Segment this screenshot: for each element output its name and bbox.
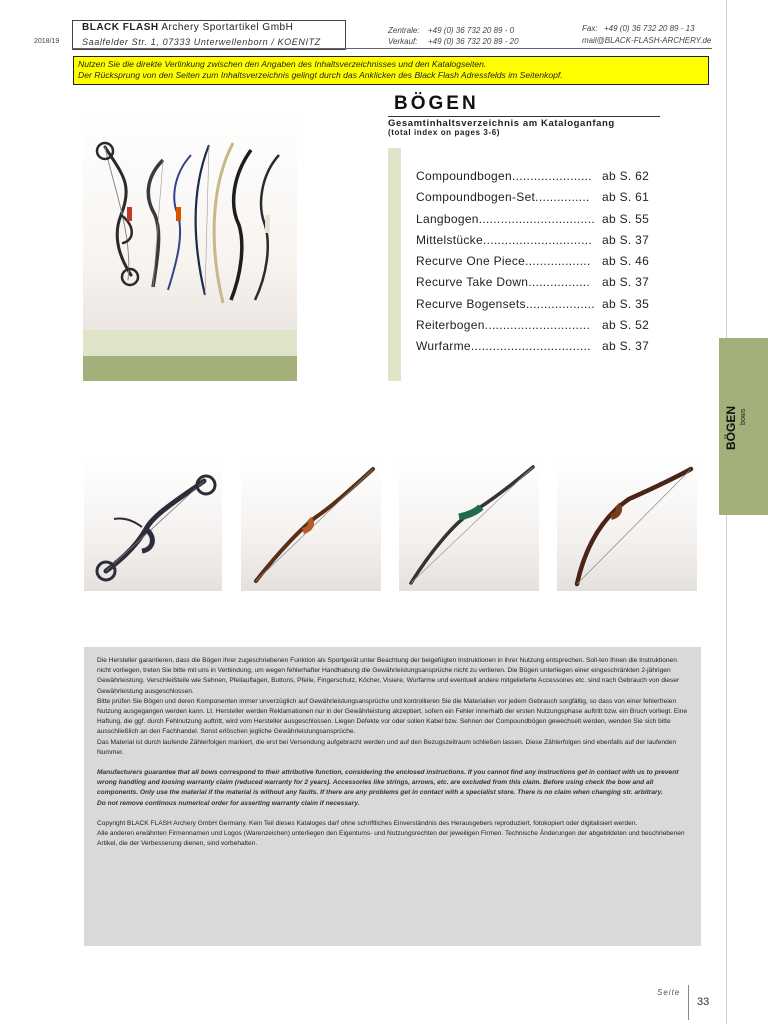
footer-divider [688,985,689,1020]
hero-stripe-light [83,330,297,356]
dark-wood-recurve-image [557,459,697,591]
wooden-recurve-image [241,459,381,591]
warranty-text-block [84,647,701,946]
company-name[interactable]: BLACK FLASH Archery Sportartikel GmbH [82,22,294,33]
notice-line-1: Nutzen Sie die direkte Verlinkung zwischen den Angaben des Inhaltsverzeichnisses und den Katalogseiten. [78,59,487,69]
page-number: 33 [697,996,710,1008]
dark-wood-recurve-drawing [557,459,697,591]
compound-bow-drawing [84,459,222,591]
index-item-recurve-take-down[interactable]: Recurve Take Down................. ab S. 37 [416,275,650,290]
verkauf-label: Verkauf: [388,37,418,46]
index-item-recurve-bogensets[interactable]: Recurve Bogensets................... ab S. 35 [416,296,650,311]
navigation-notice [73,56,709,85]
index-accent-bar [388,148,401,381]
warranty-de-p2: Bitte prüfen Sie Bögen und deren Komponenten immer unverzüglich auf Gewährleistungsansprüche und kontrollieren Sie die Materialien vor jedem Gebrauch sorgfältig, so dass von einer fehlerfreien Nutzung ausgegangen werden kann. Lt. Hersteller werden Reklamationen nur in der Gewährleistung akzeptiert, sofern ein Fehler innerhalb der ersten Nutzungsphase auftritt bzw. ein Bruch vorliegt. Eine Haftung, die ggf. durch Fehlnutzung auftritt, wird vom Hersteller ausgeschlossen. Liegen Defekte vor oder sollen Kabel bzw. Sehnen der Compoundbögen gewechselt werden, wenden Sie sich bitte ausschließlich an den Fachhandel. Sonst erlöschen jegliche Gewährleistungsansprüche. [97,697,688,736]
index-item-mittelstuecke[interactable]: Mittelstücke.............................. ab S. 37 [416,232,650,247]
bows-overview-image [83,115,297,330]
index-item-reiterbogen[interactable]: Reiterbogen............................. ab S. 52 [416,318,650,333]
verkauf-phone: +49 (0) 36 732 20 89 - 20 [428,37,519,46]
green-recurve-image [399,459,539,591]
warranty-de-p1: Die Hersteller garantieren, dass die Bögen ihrer zugeschriebenen Funktion als Sportgerät unter Beachtung der beigefügten Instruktionen in ihrer Nutzung entsprechen. Soll-ten Ihnen die Instruktionen nicht vorliegen, treten Sie bitte mit uns in Verbindung, um wegen fehlerhafter Handhabung die Gewährleistungsansprüche nicht zu verlieren. Die Bögen unterliegen einer eingeschränkten 2-jährigen Gewährleistung. Verschleißteile wie Sehnen, Pfeilauflagen, Buttons, Pfeile, Fingerschutz, Köcher, Visiere, Wurfarme und eventuell andere mitgelieferte Accessoires etc. sind nach Gebrauch von dieser Gewährleistung ausgeschlossen. [97,657,680,695]
bows-overview-drawing [83,115,297,330]
email-link[interactable]: mail@BLACK-FLASH-ARCHERY.de [582,36,712,45]
copyright-p1: Copyright BLACK FLASH Archery GmbH Germany. Kein Teil dieses Kataloges darf ohne schriftliches Einverständnis des Herausgebers reproduziert, fotokopiert oder digitalisiert werden. [97,819,638,827]
fax-number: +49 (0) 36 732 20 89 - 13 [604,24,695,33]
side-tab-label: BÖGEN [724,405,738,450]
compound-bow-image [84,459,222,591]
warranty-en-p3: Do not remove continous numerical order for asserting warranty claim if necessary. [97,799,360,807]
zentrale-label: Zentrale: [388,26,420,35]
zentrale-phone: +49 (0) 36 732 20 89 - 0 [428,26,515,35]
index-item-compoundbogen[interactable]: Compoundbogen...................... ab S. 62 [416,169,650,183]
catalog-year: 2018/19 [34,38,60,45]
green-recurve-drawing [399,459,539,591]
section-subtitle-en: (total index on pages 3-6) [388,128,501,137]
section-subtitle: Gesamtinhaltsverzeichnis am Kataloganfang [388,118,615,129]
side-tab-label-en: bows [740,408,747,425]
page-label: Seite [657,988,681,997]
section-title: BÖGEN [394,93,479,114]
index-item-wurfarme[interactable]: Wurfarme................................. ab S. 37 [416,339,650,354]
spacer [97,809,688,819]
copyright-p2: Alle anderen erwähnten Firmennamen und Logos (Warenzeichen) unterliegen den Eigentums- und Nutzungsrechten der jeweiligen Firmen. Technische Änderungen der abgebildeten und beschriebenen Artikel, die der Verbesserung dienen, sind vorbehalten. [97,830,685,848]
warranty-en-p2: components. Only use the material if the material is without any faults. If there are any problems get in contact with a specialist store. There is no claim when changing str. arbitrary. [97,789,663,797]
index-item-langbogen[interactable]: Langbogen................................ ab S. 55 [416,211,650,226]
index-item-recurve-one-piece[interactable]: Recurve One Piece.................. ab S. 46 [416,254,650,269]
notice-line-2: Der Rücksprung von den Seiten zum Inhaltsverzeichnis gelingt durch das Anklicken des Black Flash Adressfelds im Seitenkopf. [78,70,563,80]
index-item-compoundbogen-set[interactable]: Compoundbogen-Set............... ab S. 61 [416,190,650,205]
company-address: Saalfelder Str. 1, 07333 Unterwellenborn / KOENITZ [82,37,321,47]
spacer [97,758,688,768]
fax-label: Fax: [582,24,598,33]
warranty-de-p3: Das Material ist durch laufende Zählerfolgen markiert, die erst bei Versendung aufgebracht werden und auf den Bezugszeitraum schließen lassen. Diese Zählerfolgen sind ebenfalls auf der laufenden Nummer. [97,738,677,756]
category-index [416,169,656,361]
header-divider [72,48,712,49]
hero-stripe-dark [83,356,297,381]
wooden-recurve-drawing [241,459,381,591]
warranty-en-p1: Manufacturers guarantee that all bows correspond to their attributive function, considering the enclosed instructions. If you cannot find any instructions get in contact with us to prevent wrong handling and loosing warranty claim (reduced warranty for 2 years). Accessories like strings, arrows, etc. are excluded from this claim. Before using check the bow and all [97,769,679,787]
title-underline [388,116,660,117]
